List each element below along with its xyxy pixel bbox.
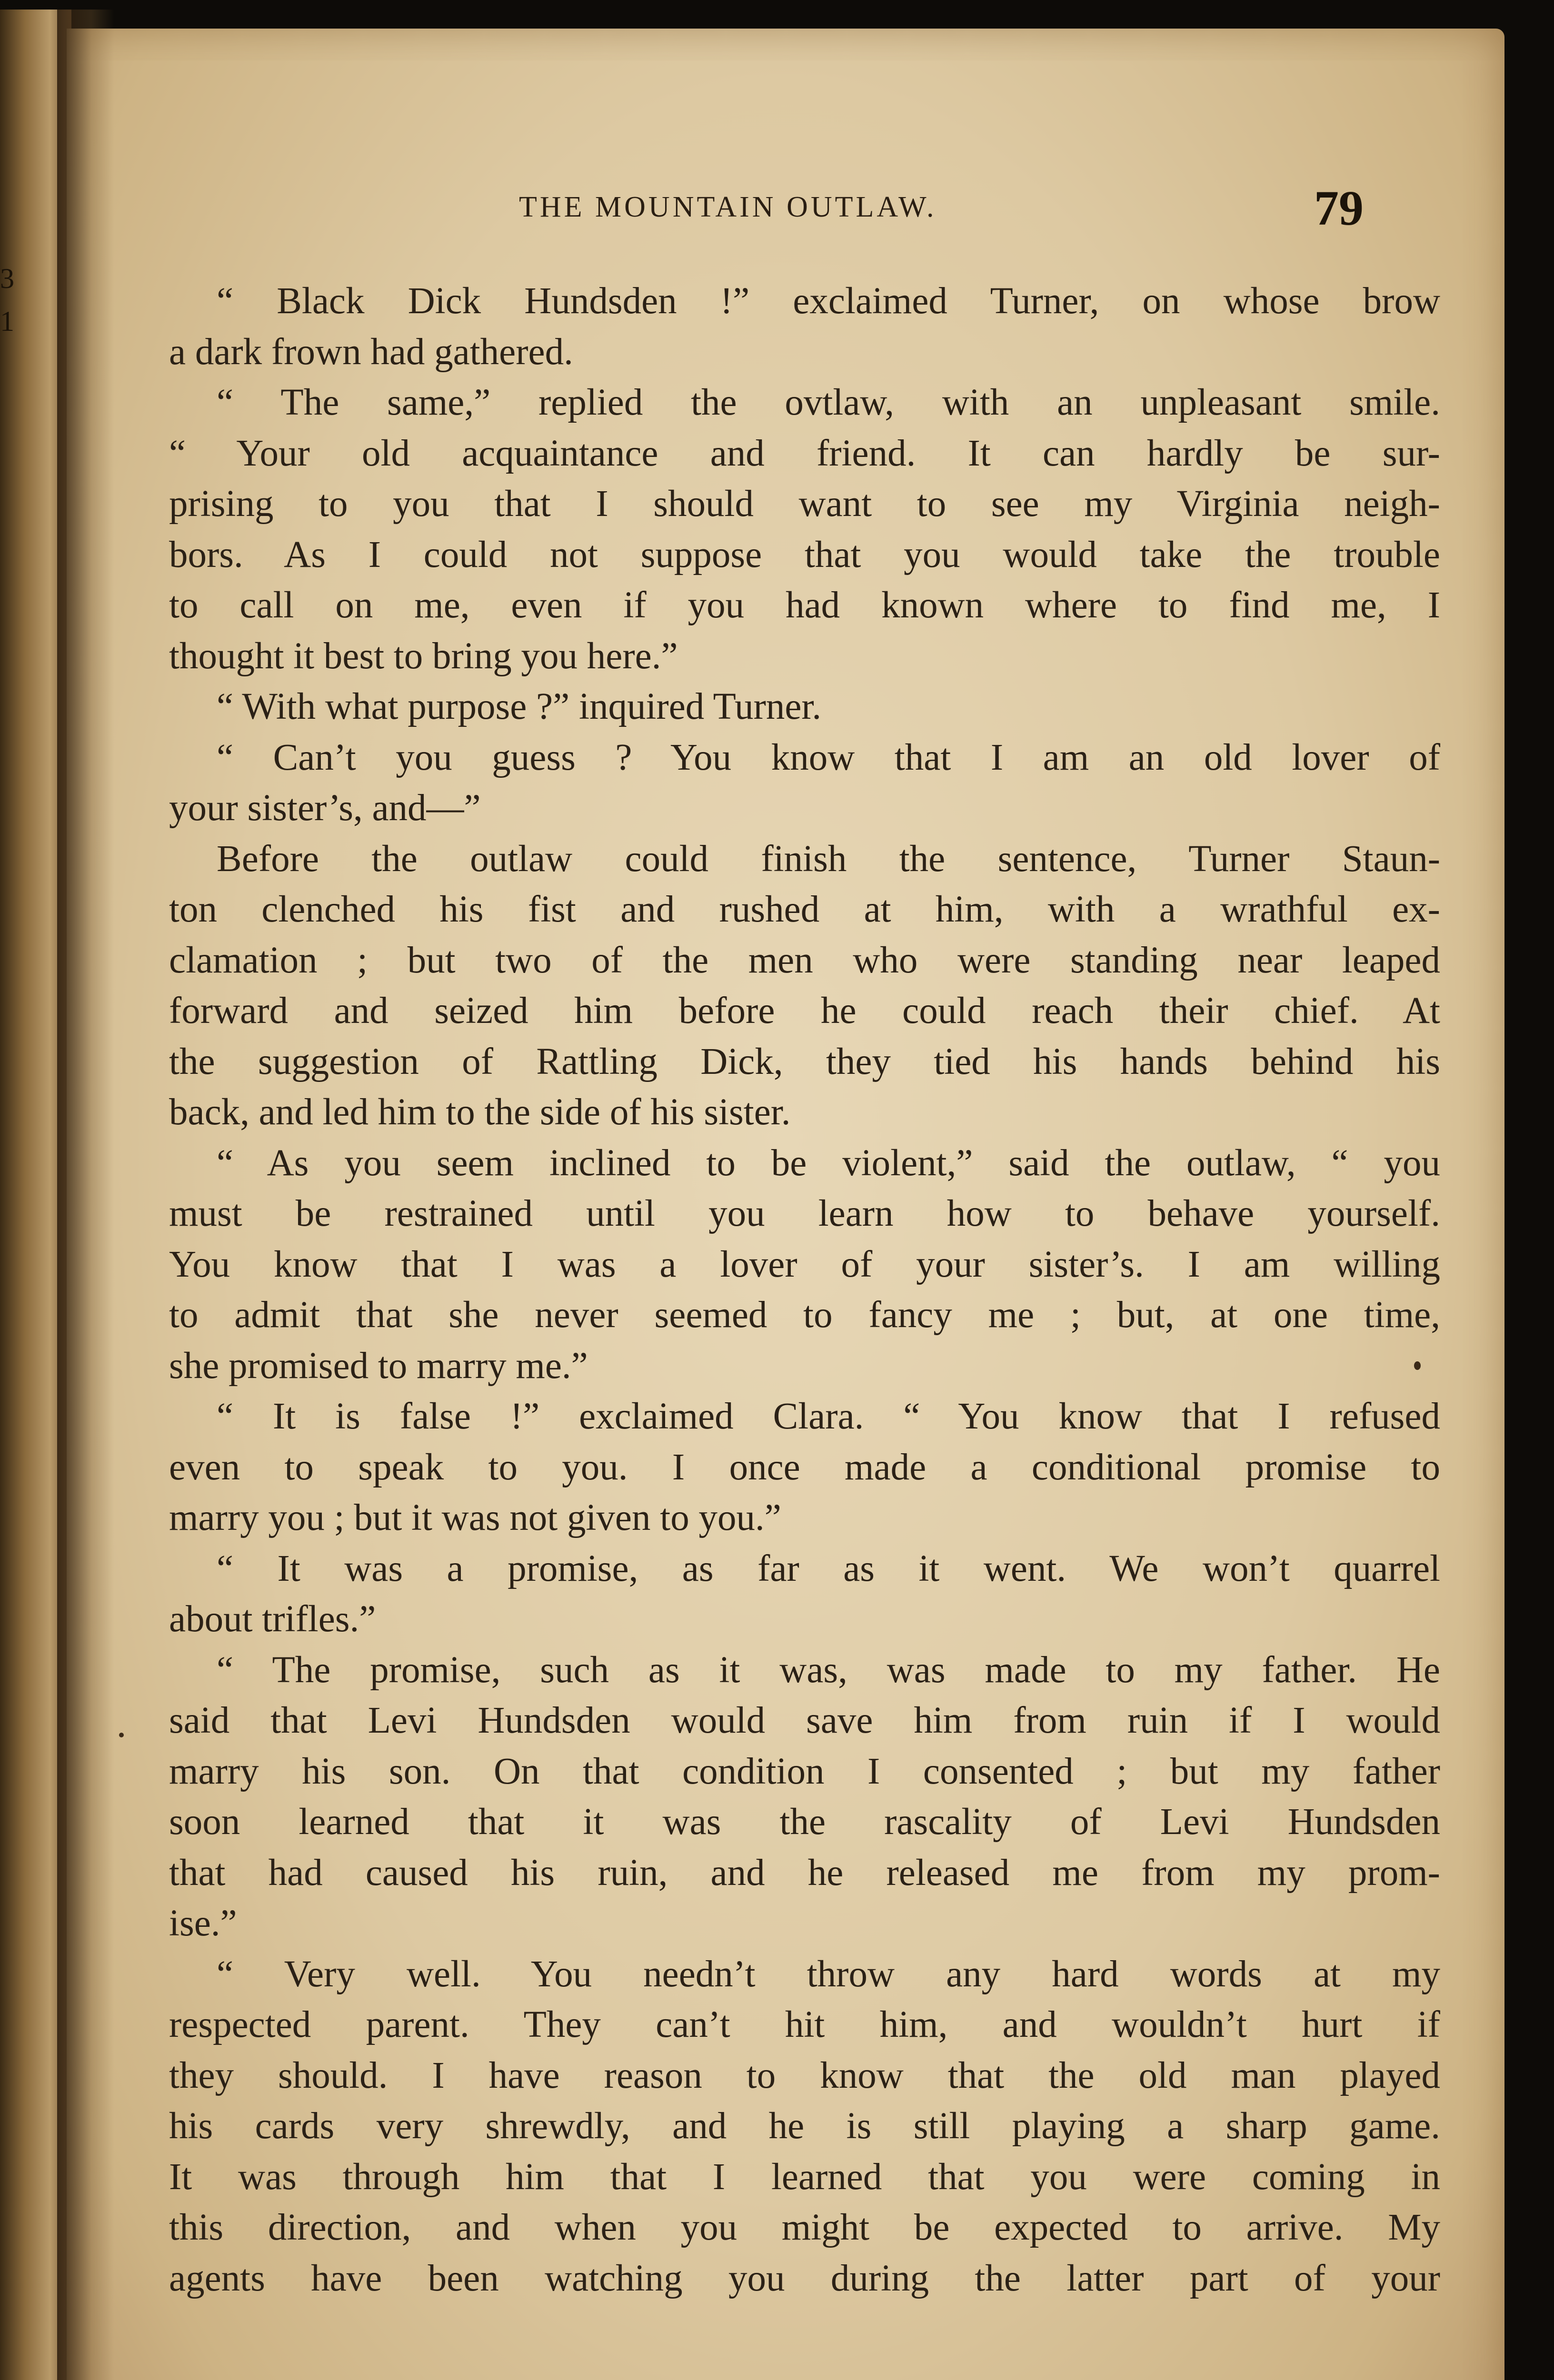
text-line: to admit that she never seemed to fancy me ; but, at one time, bbox=[169, 1294, 1440, 1336]
text-line: forward and seized him before he could reach their chief. At bbox=[169, 990, 1440, 1031]
text-line: must be restrained until you learn how to behave yourself. bbox=[169, 1193, 1440, 1234]
body-text bbox=[169, 276, 1440, 2304]
text-line: It was through him that I learned that you were coming in bbox=[169, 2156, 1440, 2198]
text-line: “ It was a promise, as far as it went. We won’t quarrel bbox=[217, 1547, 1440, 1589]
paper-speck bbox=[1414, 1361, 1421, 1370]
gutter-shadow bbox=[57, 10, 114, 2380]
page-header bbox=[67, 181, 1504, 248]
text-line: thought it best to bring you here.” bbox=[169, 635, 678, 677]
text-line: respected parent. They can’t hit him, and wouldn’t hurt if bbox=[169, 2004, 1440, 2045]
text-line: said that Levi Hundsden would save him from ruin if I would bbox=[169, 1700, 1440, 1741]
text-line: your sister’s, and—” bbox=[169, 787, 481, 829]
page-number: 79 bbox=[1314, 181, 1364, 236]
text-line: “ Your old acquaintance and friend. It can hardly be sur- bbox=[169, 432, 1440, 474]
book-page bbox=[67, 29, 1504, 2380]
text-line: agents have been watching you during the latter part of your bbox=[169, 2257, 1440, 2299]
text-line: back, and led him to the side of his sister. bbox=[169, 1091, 791, 1133]
text-line: soon learned that it was the rascality of Levi Hundsden bbox=[169, 1801, 1440, 1843]
text-line: ise.” bbox=[169, 1903, 237, 1944]
text-line: Before the outlaw could finish the sentence, Turner Staun- bbox=[217, 838, 1440, 880]
text-line: a dark frown had gathered. bbox=[169, 331, 573, 373]
text-line: even to speak to you. I once made a conditional promise to bbox=[169, 1446, 1440, 1488]
text-line: that had caused his ruin, and he released me from my prom- bbox=[169, 1852, 1440, 1894]
text-line: “ With what purpose ?” inquired Turner. bbox=[217, 686, 822, 727]
text-line: “ As you seem inclined to be violent,” said the outlaw, “ you bbox=[217, 1142, 1440, 1184]
text-line: ton clenched his fist and rushed at him, with a wrathful ex- bbox=[169, 889, 1440, 930]
text-line: to call on me, even if you had known where to find me, I bbox=[169, 585, 1440, 626]
text-line: “ The same,” replied the ovtlaw, with an unpleasant smile. bbox=[217, 382, 1440, 423]
text-line: about trifles.” bbox=[169, 1598, 376, 1640]
text-line: clamation ; but two of the men who were standing near leaped bbox=[169, 939, 1440, 981]
paper-speck bbox=[119, 1733, 124, 1737]
text-line: “ The promise, such as it was, was made to my father. He bbox=[217, 1649, 1440, 1691]
text-line: marry you ; but it was not given to you.” bbox=[169, 1497, 781, 1538]
text-line: “ Black Dick Hundsden !” exclaimed Turner, on whose brow bbox=[217, 280, 1440, 322]
text-line: “ It is false !” exclaimed Clara. “ You know that I refused bbox=[217, 1396, 1440, 1437]
text-line: “ Very well. You needn’t throw any hard words at my bbox=[217, 1953, 1440, 1995]
text-line: You know that I was a lover of your sister’s. I am willing bbox=[169, 1243, 1440, 1285]
left-page-mark: 1 bbox=[0, 306, 14, 337]
left-page-mark: 3 bbox=[0, 263, 14, 294]
text-line: his cards very shrewdly, and he is still playing a sharp game. bbox=[169, 2105, 1440, 2147]
text-line: they should. I have reason to know that the old man played bbox=[169, 2054, 1440, 2096]
running-head: THE MOUNTAIN OUTLAW. bbox=[519, 191, 937, 223]
text-line: prising to you that I should want to see my Virginia neigh- bbox=[169, 483, 1440, 525]
left-page-marks bbox=[0, 257, 14, 343]
text-line: “ Can’t you guess ? You know that I am an old lover of bbox=[217, 736, 1440, 778]
text-line: bors. As I could not suppose that you would take the trouble bbox=[169, 534, 1440, 575]
text-line: marry his son. On that condition I consented ; but my father bbox=[169, 1750, 1440, 1792]
text-line: she promised to marry me.” bbox=[169, 1345, 588, 1387]
text-line: the suggestion of Rattling Dick, they tied his hands behind his bbox=[169, 1041, 1440, 1082]
text-line: this direction, and when you might be expected to arrive. My bbox=[169, 2207, 1440, 2248]
